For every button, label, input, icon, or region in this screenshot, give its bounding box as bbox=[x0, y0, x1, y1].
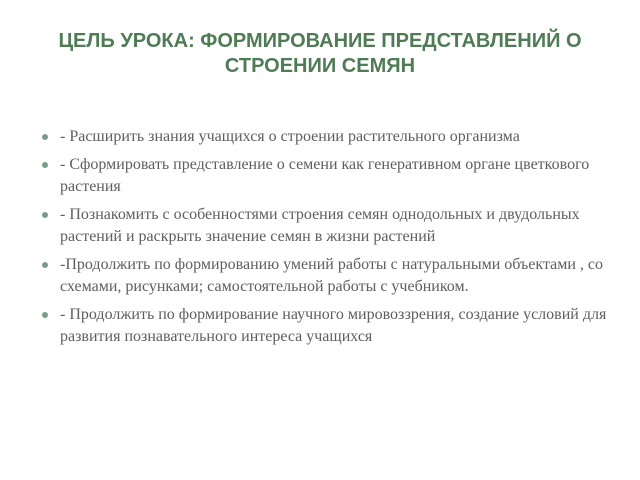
bullet-dot-icon bbox=[42, 262, 48, 268]
list-item bbox=[42, 254, 607, 298]
bullet-dot-icon bbox=[42, 312, 48, 318]
bullet-dot-icon bbox=[42, 134, 48, 140]
objectives-list bbox=[42, 126, 607, 354]
list-item-text: - Познакомить с особенностями строения семян однодольных и двудольных растений и раскрыть значение семян в жизни растений bbox=[60, 206, 580, 245]
list-item bbox=[42, 154, 607, 198]
list-item bbox=[42, 304, 607, 348]
list-item-text: - Продолжить по формирование научного мировоззрения, создание условий для развития познавательного интереса учащихся bbox=[60, 306, 607, 345]
bullet-dot-icon bbox=[42, 212, 48, 218]
bullet-dot-icon bbox=[42, 162, 48, 168]
list-item bbox=[42, 204, 607, 248]
list-item-text: - Сформировать представление о семени как генеративном органе цветкового растения bbox=[60, 156, 590, 195]
slide-title-lead: ЦЕЛЬ УРОКА: bbox=[58, 30, 195, 52]
slide-title bbox=[30, 29, 610, 79]
list-item-text: -Продолжить по формированию умений работы с натуральными объектами , со схемами, рисунками; самостоятельной работы с учебником. bbox=[60, 256, 604, 295]
list-item-text: - Расширить знания учащихся о строении растительного организма bbox=[60, 128, 520, 145]
slide-title-rest: ФОРМИРОВАНИЕ ПРЕДСТАВЛЕНИЙ О СТРОЕНИИ СЕМЯН bbox=[194, 30, 582, 77]
list-item bbox=[42, 126, 607, 148]
